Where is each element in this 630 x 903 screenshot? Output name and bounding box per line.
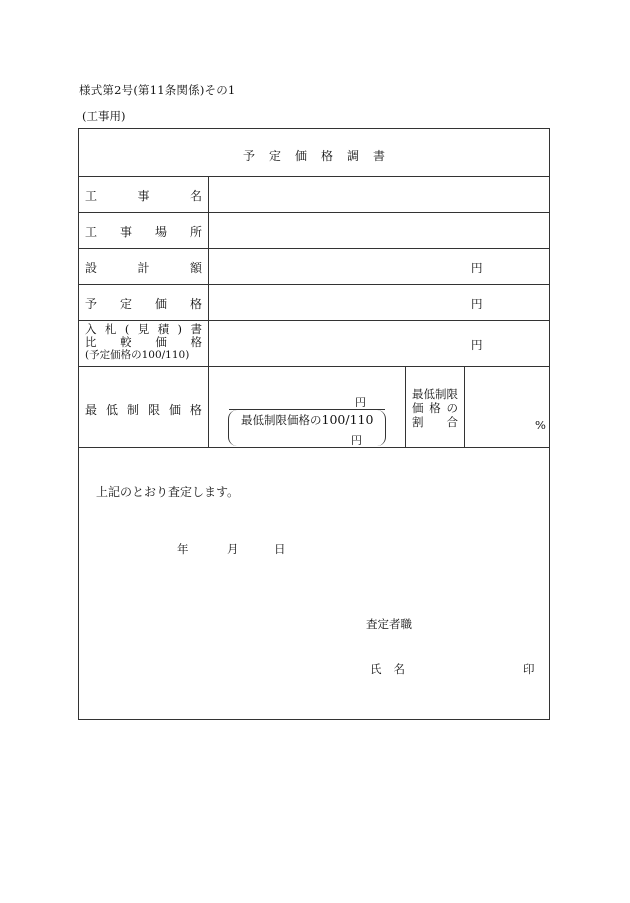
minimum-limit-unit: 円: [355, 396, 366, 409]
bid-comparison-line2: 比 較 価 格: [85, 335, 202, 349]
date-year-label: 年: [177, 542, 189, 556]
bid-comparison-line1: 入 札 ( 見 積 ) 書: [85, 322, 202, 336]
design-amount-label: 設 計 額: [85, 261, 202, 275]
bid-comparison-label: [85, 323, 202, 362]
label-column-divider: [208, 176, 209, 447]
row-divider: [79, 212, 549, 213]
date-day-label: 日: [274, 542, 286, 556]
form-number: 様式第2号(第11条関係)その1: [79, 83, 236, 97]
ratio-unit: %: [535, 418, 546, 432]
row-divider: [79, 447, 549, 448]
minimum-limit-formula: 最低制限価格の100/110: [241, 412, 374, 427]
construction-site-label: 工 事 場 所: [85, 225, 202, 239]
row-divider: [79, 366, 549, 367]
design-amount-unit: 円: [471, 261, 483, 275]
bid-comparison-unit: 円: [471, 338, 483, 352]
seal-mark: 印: [523, 662, 535, 676]
planned-price-label: 予 定 価 格: [85, 297, 202, 311]
minimum-limit-ratio-label: 最低制限 価 格 の 割 合: [412, 387, 458, 429]
assessment-statement: 上記のとおり査定します。: [96, 485, 240, 499]
form-title: 予定価格調書: [242, 149, 399, 163]
ratio-column-divider: [405, 366, 406, 447]
form-type-label: (工事用): [82, 109, 126, 123]
assessor-title-label: 査定者職: [366, 617, 412, 631]
ratio-value-divider: [464, 366, 465, 447]
bid-comparison-note: (予定価格の100/110): [85, 349, 190, 361]
formula-unit: 円: [351, 434, 362, 447]
price-survey-form: [78, 128, 550, 720]
planned-price-unit: 円: [471, 297, 483, 311]
assessor-name-label: 氏名: [370, 662, 417, 676]
construction-name-label: 工 事 名: [85, 189, 202, 203]
row-divider: [79, 176, 549, 177]
row-divider: [79, 320, 549, 321]
minimum-limit-label: 最 低 制 限 価 格: [85, 403, 202, 417]
date-month-label: 月: [227, 542, 239, 556]
row-divider: [79, 284, 549, 285]
row-divider: [79, 248, 549, 249]
